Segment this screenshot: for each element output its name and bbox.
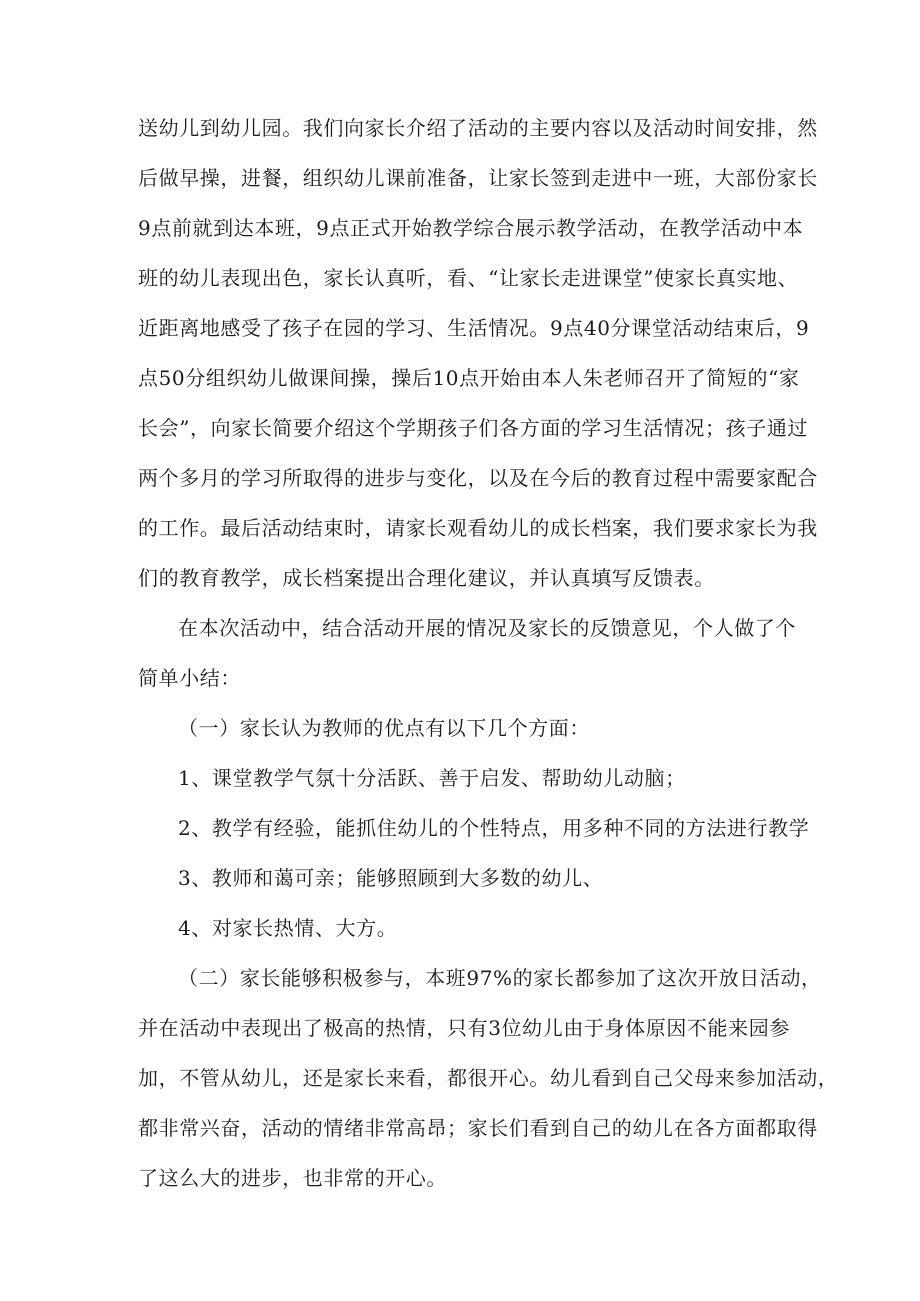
text-line: 两个多月的学习所取得的进步与变化，以及在今后的教育过程中需要家配合 bbox=[138, 466, 818, 490]
text-line: 9点前就到达本班，9点正式开始教学综合展示教学活动，在教学活动中本 bbox=[138, 216, 804, 240]
text-line: 后做早操，进餐，组织幼儿课前准备，让家长签到走进中一班，大部份家长 bbox=[138, 166, 818, 190]
section-heading: （一）家长认为教师的优点有以下几个方面： bbox=[178, 716, 590, 740]
text-line: 班的幼儿表现出色，家长认真听，看、“让家长走进课堂”使家长真实地、 bbox=[138, 266, 799, 290]
list-item: 1、课堂教学气氛十分活跃、善于启发、帮助幼儿动脑； bbox=[178, 766, 686, 790]
list-item: 2、教学有经验，能抓住幼儿的个性特点，用多种不同的方法进行教学 bbox=[178, 816, 810, 840]
text-line: （二）家长能够积极参与，本班97%的家长都参加了这次开放日活动， bbox=[178, 966, 822, 990]
text-line: 近距离地感受了孩子在园的学习、生活情况。9点40分课堂活动结束后，9 bbox=[138, 316, 810, 340]
text-line: 点50分组织幼儿做课间操，操后10点开始由本人朱老师召开了简短的“家 bbox=[138, 366, 800, 390]
text-line: 都非常兴奋，活动的情绪非常高昂；家长们看到自己的幼儿在各方面都取得 bbox=[138, 1116, 818, 1140]
list-item: 4、对家长热情、大方。 bbox=[178, 916, 398, 940]
list-item: 3、教师和蔼可亲；能够照顾到大多数的幼儿、 bbox=[178, 866, 604, 890]
text-line: 了这么大的进步，也非常的开心。 bbox=[138, 1166, 447, 1190]
text-line: 们的教育教学，成长档案提出合理化建议，并认真填写反馈表。 bbox=[138, 566, 715, 590]
text-line: 在本次活动中，结合活动开展的情况及家长的反馈意见，个人做了个 bbox=[178, 616, 796, 640]
text-line: 送幼儿到幼儿园。我们向家长介绍了活动的主要内容以及活动时间安排，然 bbox=[138, 116, 818, 140]
text-line: 并在活动中表现出了极高的热情，只有3位幼儿由于身体原因不能来园参 bbox=[138, 1016, 790, 1040]
text-line: 简单小结： bbox=[138, 666, 241, 690]
text-line: 的工作。最后活动结束时，请家长观看幼儿的成长档案，我们要求家长为我 bbox=[138, 516, 818, 540]
text-line: 长会”，向家长简要介绍这个学期孩子们各方面的学习生活情况；孩子通过 bbox=[138, 416, 809, 440]
text-line: 加，不管从幼儿，还是家长来看，都很开心。幼儿看到自己父母来参加活动， bbox=[138, 1066, 839, 1090]
